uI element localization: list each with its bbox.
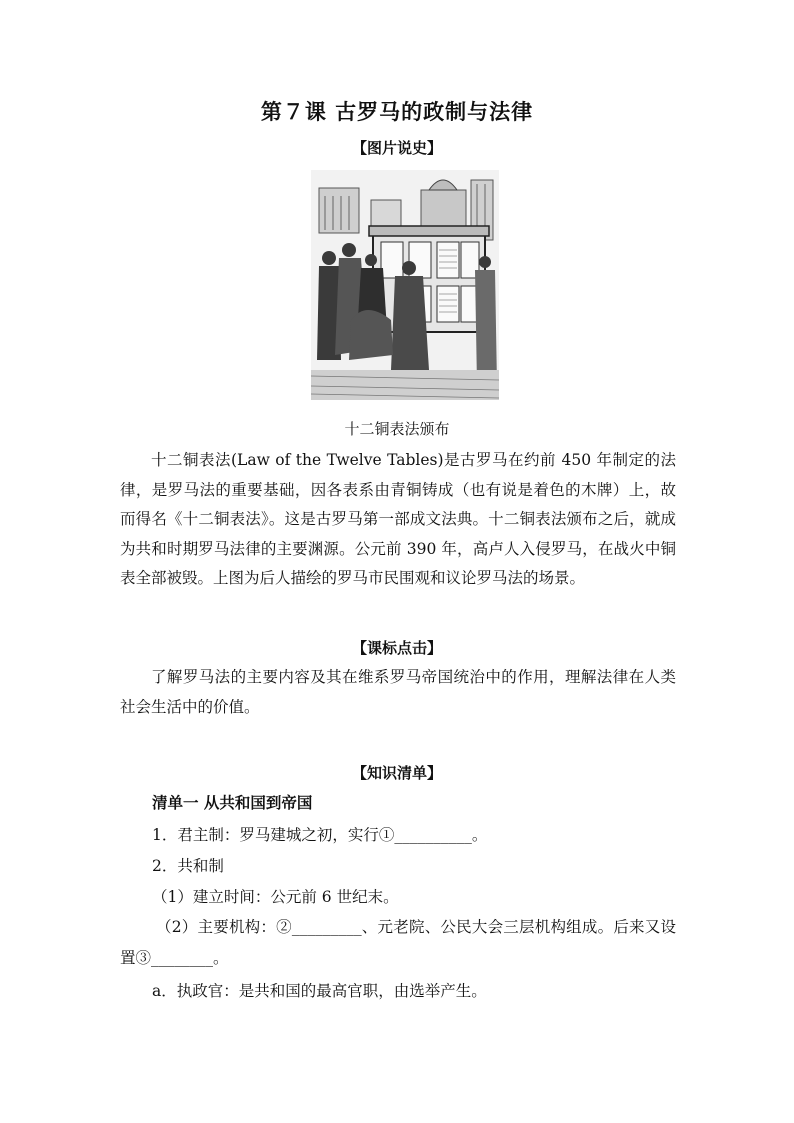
section-heading-standards: 【课标点击】: [351, 639, 442, 657]
lesson-title: 第７课 古罗马的政制与法律: [260, 99, 534, 124]
standards-paragraph: 了解罗马法的主要内容及其在维系罗马帝国统治中的作用，理解法律在人类社会生活中的价值。: [120, 668, 676, 716]
section-heading-picture-history: 【图片说史】: [351, 139, 442, 157]
figure-caption: 十二铜表法颁布: [344, 420, 450, 438]
list-item-monarchy: 1．君主制：罗马建城之初，实行①__________。: [152, 826, 488, 844]
list-item-institutions: （2）主要机构：②_________、元老院、公民大会三层机构组成。后来又设置③________。: [120, 918, 676, 967]
list-item-consul: a．执政官：是共和国的最高官职，由选举产生。: [152, 982, 487, 1000]
engraving-illustration: [311, 170, 499, 400]
intro-paragraph: 十二铜表法(Law of the Twelve Tables)是古罗马在约前 450 年制定的法律，是罗马法的重要基础，因各表系由青铜铸成（也有说是着色的木牌）上，故而得名《十二铜表法》。这是古罗马第一部成文法典。十二铜表法颁布之后，就成为共和时期罗马法律的主要渊源。公元前 390 年，高卢人入侵罗马，在战火中铜表全部被毁。上图为后人描绘的罗马市民围观和议论罗马法的场景。: [120, 451, 676, 587]
twelve-tables-engraving: [311, 170, 499, 400]
list-title: 清单一 从共和国到帝国: [152, 793, 313, 812]
list-item-republic: 2．共和制: [152, 857, 224, 875]
section-heading-knowledge: 【知识清单】: [351, 764, 442, 782]
list-item-founding-time: （1）建立时间：公元前 6 世纪末。: [152, 888, 399, 906]
